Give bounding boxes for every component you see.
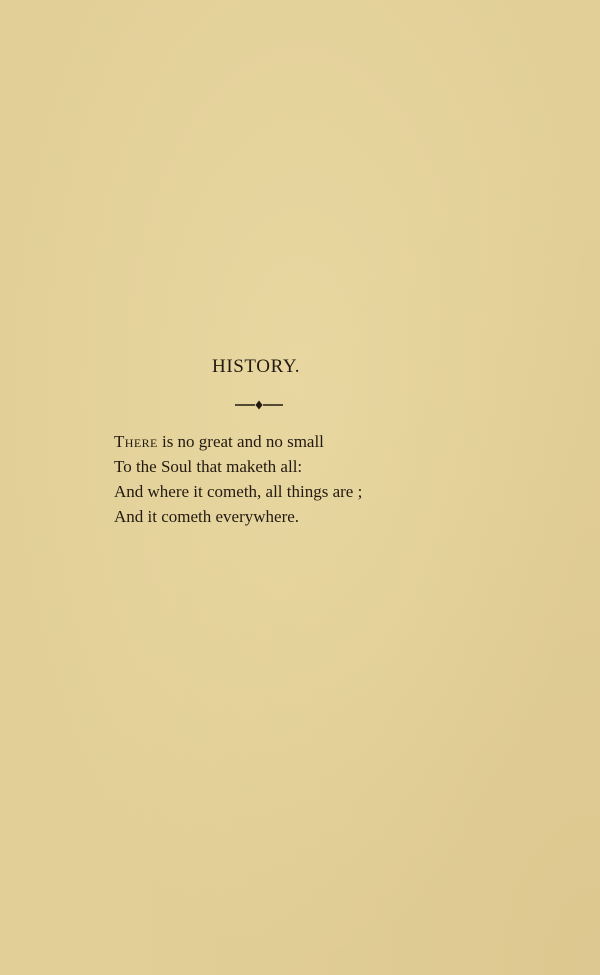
poem-stanza — [114, 429, 362, 529]
poem-line — [114, 429, 362, 454]
poem-title: HISTORY. — [212, 356, 301, 377]
ornament-divider-icon — [233, 399, 285, 411]
poem-line-text: is no great and no small — [157, 432, 324, 451]
poem-line: And it cometh everywhere. — [114, 507, 300, 526]
poem-line: To the Soul that maketh all: — [114, 457, 303, 476]
poem-first-word: There — [114, 432, 158, 451]
poem-line: And where it cometh, all things are ; — [114, 482, 363, 501]
